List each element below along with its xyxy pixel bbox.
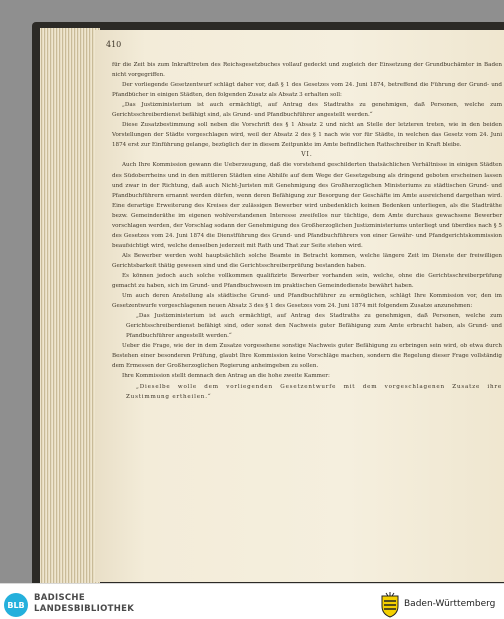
text-paragraph: Auch Ihre Kommission gewann die Ueberzeugung, daß die vorstehend geschilderten thatsächlichen Verhältnisse in einigen Städten des Südoberrheins und in den mittleren Städten eine Abhilfe auf dem Wege der Gesetzgebung als dringend geboten erscheinen lassen und zwar in der Richtung, daß auch Nicht-Juristen mit Genehmigung des Großherzoglichen Ministeriums zu städtischen Grund- und Pfandbuchführern ernannt werden dürfen, wenn deren Befähigung zur Besorgung der Geschäfte im Amte ausreichend dargethan wird. Eine derartige Erweiterung des Kreises der zulässigen Bewerber wird unbedenklich keinen Bedenken unterliegen, als die Stadträthe bezw. Gemeinderäthe im eigenen wohlverstandenen Interesse zweifellos nur tüchtige, dem Amte durchaus gewachsene Bewerber vorschlagen werden, der Vorschlag sodann der Genehmigung des Großherzoglichen Justizministeriums unterliegt und überdies nach § 5 des Gesetzes vom 24. Juni 1874 die Dienstführung des Grund- und Pfandbuchführers von einer Gewähr- und Pfandgerichtskommission beaufsichtigt wird, welche denselben jederzeit mit Rath und That zur Seite stehen wird. [112,162,502,249]
footer-bar [0,583,504,619]
text-paragraph: Als Bewerber werden wohl hauptsächlich solche Beamte in Betracht kommen, welche längere Zeit im Dienste der freiwilligen Gerichtsbarkeit thätig gewesen sind und die Gerichtsschreiberprüfung bestanden haben. [112,252,502,269]
text-paragraph: für die Zeit bis zum Inkrafttreten des Reichsgesetzbuches vollauf gedeckt und zugleich der Einsetzung der Grundbuchämter in Baden nicht vorgegriffen. [112,62,502,79]
page-number: 410 [106,40,122,49]
text-paragraph: Um auch deren Anstellung als städtische Grund- und Pfandbuchführer zu ermöglichen, schlägt Ihre Kommission vor, den im Gesetzentwurfe vorgeschlagenen neuen Absatz 3 des § 1 des Gesetzes vom 24. Juni 1874 mit folgendem Zusatze anzunehmen: [112,293,502,310]
text-paragraph: Diese Zusatzbestimmung soll neben die Vorschrift des § 1 Absatz 2 und nicht an Stelle der letzteren treten, wie in den beiden Vorstellungen der Städte vorgeschlagen wird, weil der Absatz 2 des § 1 nach wie vor für Städte, in welchen das Gesetz vom 24. Juni 1874 erst zur Einführung gelange, bezüglich der in diesem Zeitpunkte im Amte befindlichen Rathschreiber in Kraft bleibe. [112,122,502,149]
section-heading: VI. [301,151,313,159]
state-name[interactable]: Baden-Württemberg [404,599,496,609]
library-name[interactable] [34,593,134,615]
page-edges [40,28,100,583]
page-text [112,60,502,402]
text-paragraph: „Das Justizministerium ist auch ermächtigt, auf Antrag des Stadtraths zu genehmigen, daß Personen, welche zum Gerichtsschreiberdienst befähigt sind, oder sonst den Nachweis guter Befähigung zum Amte erbracht haben, als Grund- und Pfandbuchführer angestellt werden.“ [126,313,502,340]
blb-logo-icon[interactable]: BLB [4,593,28,617]
library-name-line1: BADISCHE [34,593,85,603]
text-paragraph: Ihre Kommission stellt demnach den Antrag an die hohe zweite Kammer: [122,373,330,380]
text-paragraph: Es können jedoch auch solche vollkommen qualifizirte Bewerber vorhanden sein, welche, ohne die Gerichtsschreiberprüfung gemacht zu haben, sich im Grund- und Pfandbuchwesen im praktischen Gemeindedienste bewährt haben. [112,272,502,290]
text-paragraph: Der vorliegende Gesetzentwurf schlägt daher vor, daß § 1 des Gesetzes vom 24. Juni 1874, betreffend die Führung der Grund- und Pfandbücher in einigen Städten, den folgenden Zusatz als Absatz 3 erhalten soll: [112,82,502,99]
text-paragraph: Ueber die Frage, wie der in dem Zusatze vorgesehene sonstige Nachweis guter Befähigung zu erbringen sein wird, ob etwa durch Bestehen einer besonderen Prüfung, glaubt Ihre Kommission keine Vorschläge machen, sondern die Regelung dieser Frage vollständig dem Ermessen der Großherzoglichen Regierung anheimgeben zu sollen. [112,343,502,370]
text-paragraph: „Dieselbe wolle dem vorliegenden Gesetzentwurfe mit dem vorgeschlagenen Zusatze ihre Zustimmung ertheilen.“ [126,383,502,400]
bw-crest-icon [380,592,400,618]
text-paragraph: „Das Justizministerium ist auch ermächtigt, auf Antrag des Stadtraths zu genehmigen, daß Personen, welche zum Gerichtsschreiberdienst befähigt sind, als Grund- und Pfandbuchführer angestellt werden.“ [112,102,502,119]
library-name-line2: LANDESBIBLIOTHEK [34,604,135,614]
